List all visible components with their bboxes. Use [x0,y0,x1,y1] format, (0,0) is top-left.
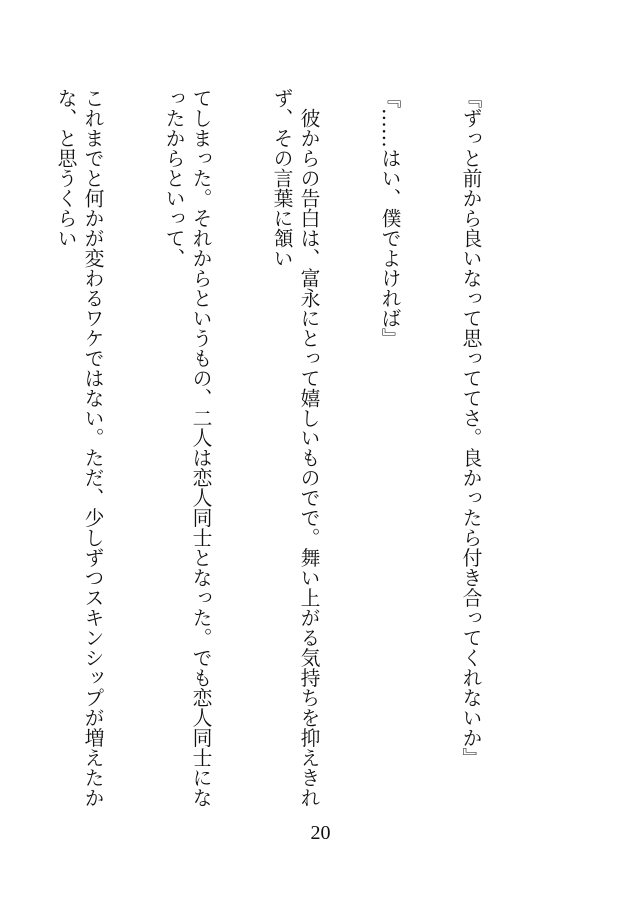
text-line: 彼からの告白は、富永にとって嬉しいものでで。舞い上がる気持ちを抑えきれず、その言葉に頷い [270,88,320,808]
page-number: 20 [310,822,331,844]
text-line: これまでと何かが変わるワケではない。ただ、少しずつスキンシップが増えたかな、と思うくらい [54,88,104,808]
text-line: 『ずっと前から良いなって思っててさ。良かったら付き合ってくれないか』 [459,88,482,768]
text-line: 『……はい、僕でよければ』 [378,88,401,348]
text-line: てしまった。それからというもの、二人は恋人同士となった。でも恋人同士になったからといって、 [162,88,212,808]
vertical-text-body [54,88,538,808]
